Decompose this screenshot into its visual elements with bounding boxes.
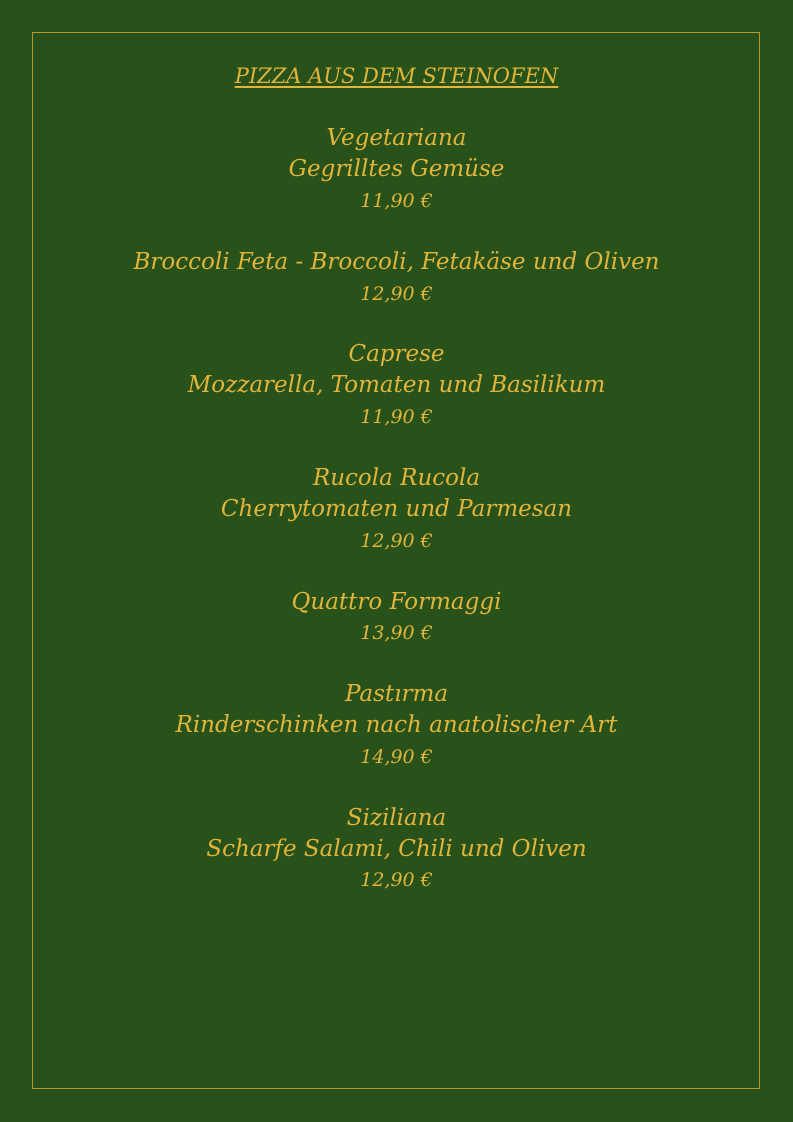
item-name: Siziliana [346, 805, 447, 831]
item-price: 11,90 € [360, 190, 433, 212]
item-description: Scharfe Salami, Chili und Oliven [206, 836, 587, 862]
item-price: 11,90 € [360, 406, 433, 428]
menu-heading: PIZZA AUS DEM STEINOFEN [234, 64, 559, 88]
item-price: 12,90 € [360, 283, 433, 305]
item-description: Rinderschinken nach anatolischer Art [175, 712, 618, 738]
item-name: Rucola Rucola [312, 465, 481, 491]
item-name: Broccoli Feta - Broccoli, Fetakäse und Oliven [133, 249, 660, 275]
item-name: Caprese [348, 341, 445, 367]
item-price: 13,90 € [360, 622, 433, 644]
item-price: 14,90 € [360, 746, 433, 768]
item-name: Pastırma [344, 681, 449, 707]
item-description: Gegrilltes Gemüse [288, 156, 505, 182]
item-description: Cherrytomaten und Parmesan [220, 496, 573, 522]
item-price: 12,90 € [360, 869, 433, 891]
item-price: 12,90 € [360, 530, 433, 552]
item-name: Vegetariana [326, 125, 467, 151]
item-name: Quattro Formaggi [291, 589, 502, 615]
item-description: Mozzarella, Tomaten und Basilikum [187, 372, 606, 398]
